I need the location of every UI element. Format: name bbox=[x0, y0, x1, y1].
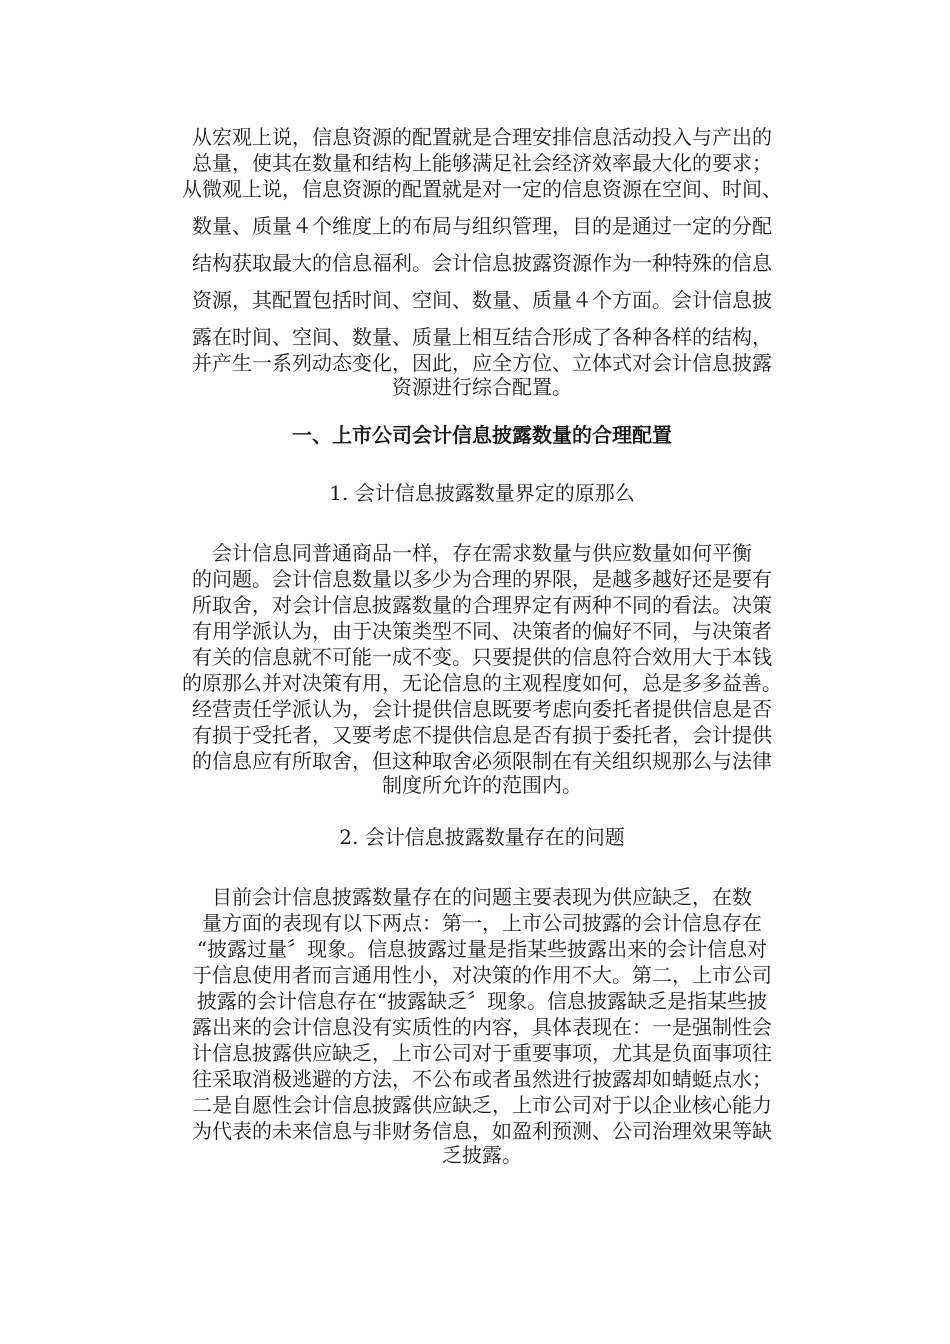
paragraph-line: 乏披露。 bbox=[442, 1143, 522, 1167]
paragraph-line: 的原那么并对决策有用，无论信息的主观程度如何，总是多多益善。 bbox=[182, 671, 782, 695]
paragraph-line: 会计信息同普通商品一样，存在需求数量与供应数量如何平衡 bbox=[212, 541, 752, 565]
paragraph-line: 经营责任学派认为，会计提供信息既要考虑向委托者提供信息是否 bbox=[192, 697, 772, 721]
paragraph-line: 有关的信息就不可能一成不变。只要提供的信息符合效用大于本钱 bbox=[192, 645, 772, 669]
intro-line: 总量，使其在数量和结构上能够满足社会经济效率最大化的要求； bbox=[192, 151, 772, 175]
paragraph-line: 于信息使用者而言通用性小，对决策的作用不大。第二，上市公司 bbox=[192, 963, 772, 987]
intro-line: 从微观上说，信息资源的配置就是对一定的信息资源在空间、时间、 bbox=[182, 177, 782, 201]
intro-line: 资源，其配置包括时间、空间、数量、质量４个方面。会计信息披 bbox=[192, 288, 772, 312]
intro-line: 资源进行综合配置。 bbox=[392, 375, 572, 399]
intro-line: 结构获取最大的信息福利。会计信息披露资源作为一种特殊的信息 bbox=[192, 251, 772, 275]
paragraph-line: 的信息应有所取舍，但这种取舍必须限制在有关组织规那么与法律 bbox=[192, 749, 772, 773]
paragraph-line: 露出来的会计信息没有实质性的内容，具体表现在：一是强制性会 bbox=[192, 1015, 772, 1039]
paragraph-line: 二是自愿性会计信息披露供应缺乏，上市公司对于以企业核心能力 bbox=[192, 1093, 772, 1117]
subsection-heading: 2. 会计信息披露数量存在的问题 bbox=[339, 825, 625, 849]
paragraph-line: 的问题。会计信息数量以多少为合理的界限，是越多越好还是要有 bbox=[192, 567, 772, 591]
intro-line: 从宏观上说，信息资源的配置就是合理安排信息活动投入与产出的 bbox=[192, 125, 772, 149]
subsection-heading: 1. 会计信息披露数量界定的原那么 bbox=[329, 481, 635, 505]
paragraph-line: 计信息披露供应缺乏，上市公司对于重要事项，尤其是负面事项往 bbox=[192, 1041, 772, 1065]
paragraph-line: 所取舍，对会计信息披露数量的合理界定有两种不同的看法。决策 bbox=[192, 593, 772, 617]
section-heading: 一、上市公司会计信息披露数量的合理配置 bbox=[292, 423, 672, 447]
intro-line: 露在时间、空间、数量、质量上相互结合形成了各种各样的结构， bbox=[192, 325, 772, 349]
paragraph-line: 目前会计信息披露数量存在的问题主要表现为供应缺乏，在数 bbox=[212, 885, 752, 909]
paragraph-line: 披露的会计信息存在“披露缺乏〞现象。信息披露缺乏是指某些披 bbox=[196, 989, 768, 1013]
paragraph-line: 往采取消极逃避的方法，不公布或者虽然进行披露却如蜻蜓点水； bbox=[192, 1067, 772, 1091]
intro-line: 并产生一系列动态变化，因此，应全方位、立体式对会计信息披露 bbox=[192, 351, 772, 375]
intro-line: 数量、质量４个维度上的布局与组织管理，目的是通过一定的分配 bbox=[192, 214, 772, 238]
paragraph-line: 有损于受托者，又要考虑不提供信息是否有损于委托者，会计提供 bbox=[192, 723, 772, 747]
paragraph-line: 有用学派认为，由于决策类型不同、决策者的偏好不同，与决策者 bbox=[192, 619, 772, 643]
paragraph-line: 量方面的表现有以下两点：第一，上市公司披露的会计信息存在 bbox=[202, 911, 762, 935]
paragraph-line: 为代表的未来信息与非财务信息，如盈利预测、公司治理效果等缺 bbox=[192, 1119, 772, 1143]
paragraph-line: 制度所允许的范围内。 bbox=[382, 773, 582, 797]
paragraph-line: “披露过量〞现象。信息披露过量是指某些披露出来的会计信息对 bbox=[196, 937, 768, 961]
